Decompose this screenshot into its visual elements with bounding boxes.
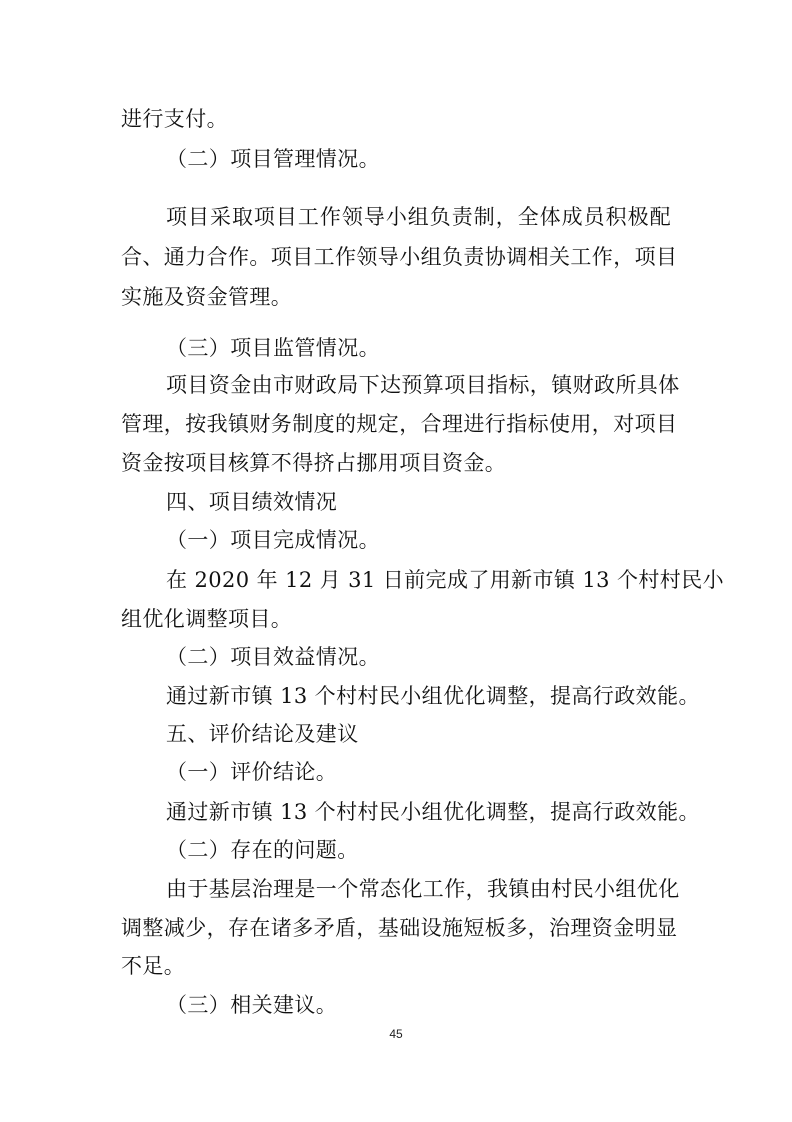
text-line: 进行支付。	[121, 107, 228, 131]
text-line: 调整减少，存在诸多矛盾，基础设施短板多，治理资金明显	[121, 916, 678, 940]
text-line: 组优化调整项目。	[121, 607, 293, 631]
text-line: 资金按项目核算不得挤占挪用项目资金。	[121, 451, 507, 475]
subsection-heading: （一）项目完成情况。	[166, 528, 380, 552]
text-line: 实施及资金管理。	[121, 285, 293, 309]
subsection-heading: （二）存在的问题。	[166, 838, 359, 862]
text-line: 通过新市镇 13 个村村民小组优化调整，提高行政效能。	[166, 684, 700, 708]
text-line: 在 2020 年 12 月 31 日前完成了用新市镇 13 个村村民小	[166, 568, 725, 592]
section-heading: 四、项目绩效情况	[166, 490, 338, 514]
text-line: 管理，按我镇财务制度的规定，合理进行指标使用，对项目	[121, 412, 678, 436]
text-line: 合、通力合作。项目工作领导小组负责协调相关工作，项目	[121, 245, 678, 269]
subsection-heading: （二）项目效益情况。	[166, 645, 380, 669]
subsection-heading: （二）项目管理情况。	[166, 147, 380, 171]
section-heading: 五、评价结论及建议	[166, 722, 359, 746]
text-line: 不足。	[121, 954, 186, 978]
text-line: 项目资金由市财政局下达预算项目指标，镇财政所具体	[166, 373, 680, 397]
subsection-heading: （一）评价结论。	[166, 760, 338, 784]
text-line: 项目采取项目工作领导小组负责制，全体成员积极配	[166, 205, 671, 229]
subsection-heading: （三）项目监管情况。	[166, 336, 380, 360]
text-line: 通过新市镇 13 个村村民小组优化调整，提高行政效能。	[166, 800, 700, 824]
text-line: 由于基层治理是一个常态化工作，我镇由村民小组优化	[166, 877, 680, 901]
page-number: 45	[389, 1027, 403, 1041]
subsection-heading: （三）相关建议。	[166, 993, 338, 1017]
